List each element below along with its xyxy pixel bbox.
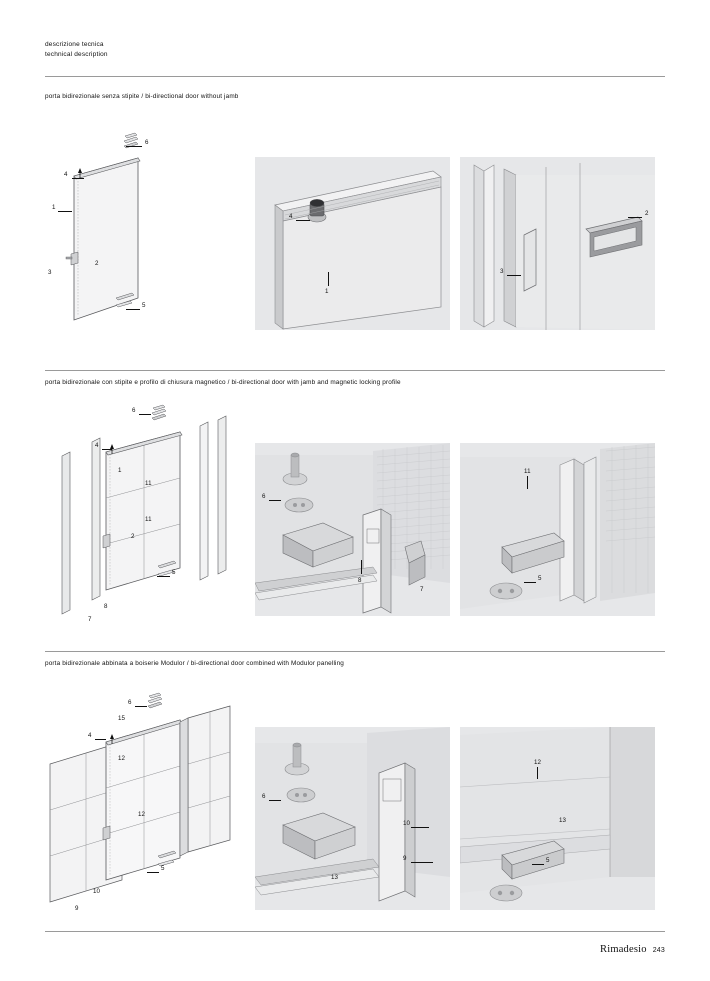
callout-12: 12	[118, 755, 126, 762]
section-3-isometric-drawing	[38, 680, 253, 915]
leader-line	[135, 706, 147, 707]
leader-line	[58, 211, 72, 212]
callout-12: 12	[534, 759, 542, 766]
section-2-photo-right	[460, 443, 655, 616]
callout-2: 2	[645, 210, 649, 217]
leader-line	[72, 178, 84, 179]
page-number: 243	[652, 947, 665, 954]
leader-line	[126, 146, 142, 147]
callout-1: 1	[52, 204, 56, 211]
header-line-english: technical description	[45, 51, 108, 59]
leader-line	[102, 449, 112, 450]
callout-5: 5	[172, 569, 176, 576]
leader-line	[269, 800, 281, 801]
section-2-divider	[45, 370, 665, 371]
header-line-italian: descrizione tecnica	[45, 41, 104, 48]
callout-10: 10	[403, 820, 411, 827]
leader-line	[361, 560, 362, 574]
leader-line	[507, 275, 521, 276]
callout-2: 2	[95, 260, 99, 267]
callout-12: 12	[138, 811, 146, 818]
document-header	[45, 40, 108, 60]
callout-9: 9	[403, 855, 407, 862]
callout-2: 2	[131, 533, 135, 540]
section-3-divider	[45, 651, 665, 652]
callout-11: 11	[145, 480, 152, 487]
section-3-photo-right	[460, 727, 655, 910]
callout-1: 1	[325, 288, 329, 295]
footer-divider	[45, 931, 665, 932]
callout-5: 5	[538, 575, 542, 582]
leader-line	[126, 309, 140, 310]
section-3-photo-left	[255, 727, 450, 910]
callout-8: 8	[358, 577, 362, 584]
leader-line	[524, 582, 536, 583]
callout-4: 4	[289, 213, 293, 220]
leader-line	[532, 864, 544, 865]
callout-6: 6	[132, 407, 136, 414]
callout-4: 4	[95, 442, 99, 449]
callout-11: 11	[145, 516, 152, 523]
leader-line	[269, 500, 281, 501]
leader-line	[411, 862, 433, 863]
section-1-isometric-drawing	[40, 130, 230, 345]
footer	[600, 944, 665, 955]
callout-15: 15	[118, 715, 126, 722]
callout-6: 6	[262, 793, 266, 800]
section-1-title: porta bidirezionale senza stipite / bi-directional door without jamb	[45, 93, 239, 100]
callout-6: 6	[262, 493, 266, 500]
leader-line	[139, 414, 151, 415]
callout-5: 5	[546, 857, 550, 864]
callout-6: 6	[145, 139, 149, 146]
callout-7: 7	[420, 586, 424, 593]
leader-line	[527, 476, 528, 489]
callout-8: 8	[104, 603, 108, 610]
section-2-isometric-drawing	[40, 398, 250, 628]
callout-4: 4	[88, 732, 92, 739]
leader-line	[157, 576, 170, 577]
callout-5: 5	[161, 865, 165, 872]
callout-9: 9	[75, 905, 79, 912]
callout-4: 4	[64, 171, 68, 178]
callout-11: 11	[524, 468, 531, 475]
callout-7: 7	[88, 616, 92, 623]
callout-13: 13	[331, 874, 339, 881]
header-divider	[45, 76, 665, 77]
leader-line	[537, 767, 538, 779]
leader-line	[95, 739, 106, 740]
leader-line	[328, 272, 329, 286]
leader-line	[411, 827, 429, 828]
callout-1: 1	[118, 467, 122, 474]
section-1-photo-left	[255, 157, 450, 330]
brand-name: Rimadesio	[600, 944, 647, 955]
leader-line	[296, 220, 310, 221]
callout-10: 10	[93, 888, 101, 895]
leader-line	[147, 872, 159, 873]
callout-5: 5	[142, 302, 146, 309]
section-3-title: porta bidirezionale abbinata a boiserie Modulor / bi-directional door combined with Modulor panelling	[45, 660, 344, 667]
callout-13: 13	[559, 817, 567, 824]
section-2-title: porta bidirezionale con stipite e profilo di chiusura magnetico / bi-directional door with jamb and magnetic locking profile	[45, 379, 401, 386]
callout-6: 6	[128, 699, 132, 706]
callout-3: 3	[48, 269, 52, 276]
section-1-photo-right	[460, 157, 655, 330]
leader-line	[628, 217, 642, 218]
callout-3: 3	[500, 268, 504, 275]
